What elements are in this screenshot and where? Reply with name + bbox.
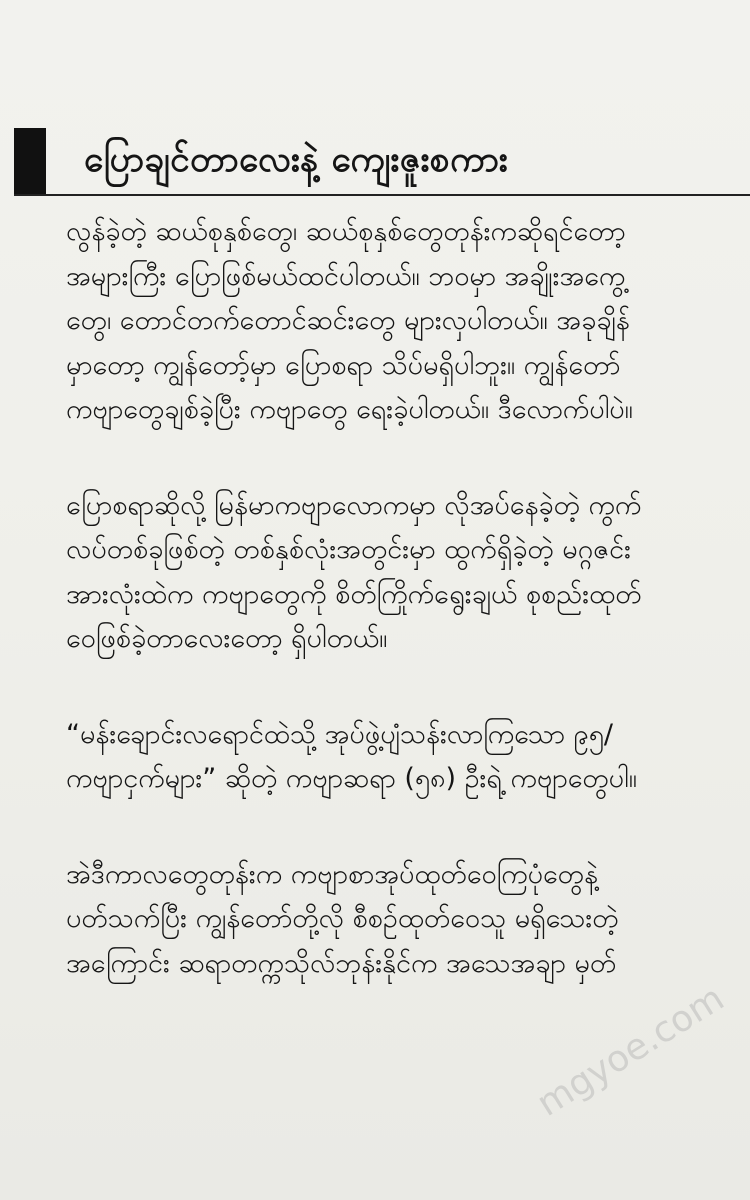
page-title: ပြောချင်တာလေးနဲ့ ကျေးဇူးစကား: [84, 140, 509, 180]
section-header: [0, 128, 750, 198]
text-line: မှာတော့ ကျွန်တော့်မှာ ပြောစရာ သိပ်မရှိပါဘူး။ ကျွန်တော်: [66, 349, 621, 381]
paragraph-4: [66, 853, 734, 987]
text-line: လပ်တစ်ခုဖြစ်တဲ့ တစ်နှစ်လုံးအတွင်းမှာ ထွက်ရှိခဲ့တဲ့ မဂ္ဂဇင်း: [66, 534, 632, 565]
text-line: “မန်းချောင်းလရောင်ထဲသို့ အုပ်ဖွဲ့ပျံသန်းလာကြသော ၉၅/: [66, 718, 614, 750]
text-line: ပြောစရာဆိုလို့ မြန်မာကဗျာလောကမှာ လိုအပ်နေခဲ့တဲ့ ကွက်: [66, 489, 642, 521]
paragraph-1: [66, 210, 734, 433]
site-watermark: mgyoe.com: [530, 977, 732, 1125]
paragraph-2: [66, 484, 734, 662]
header-divider: [14, 194, 750, 196]
text-line: ဝေဖြစ်ခဲ့တာလေးတော့ ရှိပါတယ်။: [66, 623, 388, 654]
text-line: အားလုံးထဲက ကဗျာတွေကို စိတ်ကြိုက်ရွေးချယ် စုစည်းထုတ်: [66, 578, 642, 610]
text-line: ပတ်သက်ပြီး ကျွန်တော်တို့လို စီစဉ်ထုတ်ဝေသူ မရှိသေးတဲ့: [66, 903, 619, 934]
text-line: အကြောင်း ဆရာတက္ကသိုလ်ဘုန်းနိုင်က အသေအချာ မှတ်: [66, 947, 617, 979]
header-marker-bar: [14, 128, 46, 194]
text-line: အများကြီး ပြောဖြစ်မယ်ထင်ပါတယ်။ ဘဝမှာ အချိုးအကွေ့: [66, 260, 626, 292]
text-line: တွေ၊ တောင်တက်တောင်ဆင်းတွေ များလှပါတယ်။ အခုချိန်: [66, 305, 630, 336]
text-line: အဲဒီကာလတွေတုန်းက ကဗျာစာအုပ်ထုတ်ဝေကြပုံတွေနဲ့: [66, 858, 598, 890]
text-line: ကဗျာငှက်များ” ဆိုတဲ့ ကဗျာဆရာ (၅၈) ဦးရဲ့ ကဗျာတွေပါ။: [66, 763, 637, 794]
text-line: ကဗျာတွေချစ်ခဲ့ပြီး ကဗျာတွေ ရေးခဲ့ပါတယ်။ ဒီလောက်ပါပဲ။: [66, 394, 633, 425]
text-line: လွန်ခဲ့တဲ့ ဆယ်စုနှစ်တွေ၊ ဆယ်စုနှစ်တွေတုန်းကဆိုရင်တော့: [66, 216, 626, 247]
paragraph-3: [66, 713, 734, 802]
body-text: [66, 210, 734, 1037]
